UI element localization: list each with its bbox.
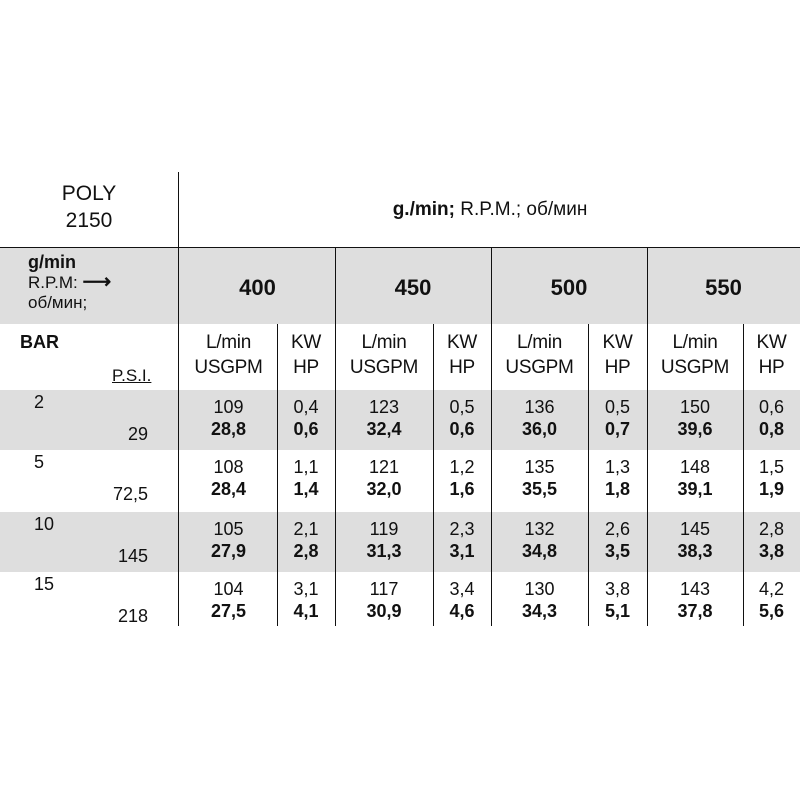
power-cell (743, 518, 800, 562)
unit-hp: HP (449, 357, 475, 378)
divider-vertical-main (178, 172, 179, 626)
unit-usgpm: USGPM (349, 357, 419, 378)
kw-value: 0,4 (293, 397, 319, 417)
usgpm-value: 28,4 (210, 479, 247, 499)
unit-kw: KW (756, 332, 787, 353)
hp-value: 1,8 (604, 479, 631, 499)
power-cell (433, 456, 491, 500)
units-header-gmin: g./min; (392, 199, 455, 220)
kw-value: 3,4 (449, 579, 475, 599)
flow-cell (180, 518, 277, 562)
unit-power-550 (743, 330, 800, 380)
lmin-value: 108 (213, 457, 244, 477)
kw-value: 3,8 (604, 579, 631, 599)
arrow-right-icon: ⟶ (82, 271, 112, 293)
usgpm-value: 31,3 (366, 541, 402, 561)
lmin-value: 119 (369, 519, 399, 539)
bar-value: 2 (34, 392, 45, 412)
psi-value: 29 (127, 424, 148, 444)
usgpm-value: 36,0 (521, 419, 558, 439)
power-cell (433, 578, 491, 622)
hp-value: 1,6 (449, 479, 475, 499)
bar-value: 5 (34, 452, 45, 472)
unit-lmin: L/min (206, 332, 251, 353)
hp-value: 0,6 (449, 419, 475, 439)
divider-sub (588, 324, 589, 626)
usgpm-value: 27,9 (210, 541, 247, 561)
power-cell (588, 578, 647, 622)
flow-cell (647, 578, 743, 622)
speed-400: 400 (239, 275, 276, 300)
lmin-value: 105 (213, 519, 244, 539)
kw-value: 0,6 (758, 397, 785, 417)
psi-value: 72,5 (112, 484, 148, 504)
unit-power-400 (277, 330, 335, 380)
kw-value: 0,5 (604, 397, 631, 417)
divider-horizontal (0, 247, 800, 248)
speed-450: 450 (394, 275, 432, 300)
hp-value: 3,1 (449, 541, 475, 561)
lmin-value: 135 (524, 457, 555, 477)
bar-label: BAR (20, 332, 59, 352)
power-cell (433, 396, 491, 440)
unit-hp: HP (758, 357, 785, 378)
flow-cell (180, 396, 277, 440)
usgpm-value: 34,8 (521, 541, 558, 561)
flow-cell (335, 396, 433, 440)
hp-value: 4,6 (449, 601, 475, 621)
psi-label: P.S.I. (112, 366, 152, 385)
flow-cell (335, 518, 433, 562)
unit-kw: KW (290, 332, 321, 353)
power-cell (277, 456, 335, 500)
unit-lmin: L/min (517, 332, 562, 353)
divider-group (335, 248, 336, 626)
lmin-value: 130 (524, 579, 555, 599)
usgpm-value: 27,5 (210, 601, 247, 621)
hp-value: 5,1 (604, 601, 631, 621)
kw-value: 0,5 (449, 397, 475, 417)
unit-power-500 (588, 330, 647, 380)
power-cell (743, 396, 800, 440)
lmin-value: 123 (368, 397, 400, 417)
hp-value: 1,4 (293, 479, 319, 499)
power-cell (277, 396, 335, 440)
usgpm-value: 32,0 (366, 479, 402, 499)
kw-value: 2,8 (758, 519, 785, 539)
bar-value: 15 (34, 574, 55, 594)
flow-cell (180, 578, 277, 622)
flow-cell (647, 396, 743, 440)
hp-value: 5,6 (758, 601, 785, 621)
corner-obmin: об/мин; (28, 293, 88, 312)
model-name (0, 180, 178, 234)
unit-usgpm: USGPM (194, 357, 263, 378)
kw-value: 3,1 (293, 579, 319, 599)
flow-cell (647, 518, 743, 562)
corner-rpm (28, 272, 178, 293)
kw-value: 4,2 (758, 579, 785, 599)
unit-hp: HP (293, 357, 319, 378)
power-cell (588, 396, 647, 440)
power-cell (743, 456, 800, 500)
flow-cell (647, 456, 743, 500)
lmin-value: 136 (524, 397, 555, 417)
lmin-value: 117 (369, 579, 399, 599)
flow-cell (491, 518, 588, 562)
units-header-rest: R.P.M.; об/мин (460, 199, 588, 220)
usgpm-value: 39,1 (677, 479, 713, 499)
lmin-value: 104 (213, 579, 244, 599)
power-cell (588, 456, 647, 500)
usgpm-value: 39,6 (677, 419, 713, 439)
corner-rpm-label: R.P.M: (28, 273, 78, 292)
usgpm-value: 30,9 (366, 601, 402, 621)
usgpm-value: 32,4 (366, 419, 402, 439)
hp-value: 2,8 (293, 541, 319, 561)
psi-value: 145 (117, 546, 148, 566)
lmin-value: 121 (368, 457, 400, 477)
flow-cell (491, 578, 588, 622)
lmin-value: 109 (213, 397, 244, 417)
power-cell (277, 518, 335, 562)
power-cell (588, 518, 647, 562)
divider-sub (277, 324, 278, 626)
hp-value: 3,5 (604, 541, 631, 561)
hp-value: 1,9 (758, 479, 785, 499)
divider-sub (433, 324, 434, 626)
model-line2: 2150 (65, 209, 113, 232)
unit-lmin: L/min (361, 332, 407, 353)
hp-value: 4,1 (293, 601, 319, 621)
kw-value: 1,1 (293, 457, 319, 477)
lmin-value: 145 (679, 519, 711, 539)
bar-value: 10 (34, 514, 55, 534)
flow-cell (491, 456, 588, 500)
lmin-value: 148 (679, 457, 711, 477)
kw-value: 2,1 (293, 519, 319, 539)
corner-cell (28, 252, 178, 322)
kw-value: 1,2 (449, 457, 475, 477)
hp-value: 3,8 (758, 541, 785, 561)
unit-usgpm: USGPM (660, 357, 730, 378)
flow-cell (335, 578, 433, 622)
kw-value: 2,6 (604, 519, 631, 539)
usgpm-value: 35,5 (521, 479, 558, 499)
flow-cell (491, 396, 588, 440)
kw-value: 1,5 (758, 457, 785, 477)
divider-group (491, 248, 492, 626)
unit-flow-400 (180, 330, 277, 380)
unit-power-450 (433, 330, 491, 380)
power-cell (433, 518, 491, 562)
speed-550: 550 (705, 275, 742, 300)
unit-hp: HP (604, 357, 631, 378)
psi-value: 218 (117, 606, 148, 626)
speed-500: 500 (550, 275, 588, 300)
divider-group (647, 248, 648, 626)
unit-flow-450 (335, 330, 433, 380)
divider-sub (743, 324, 744, 626)
usgpm-value: 28,8 (210, 419, 247, 439)
power-cell (743, 578, 800, 622)
lmin-value: 143 (679, 579, 711, 599)
hp-value: 0,6 (293, 419, 319, 439)
unit-kw: KW (446, 332, 477, 353)
flow-cell (180, 456, 277, 500)
kw-value: 1,3 (604, 457, 631, 477)
flow-cell (335, 456, 433, 500)
unit-kw: KW (602, 332, 633, 353)
units-header (180, 199, 800, 221)
usgpm-value: 34,3 (521, 601, 558, 621)
model-line1: POLY (61, 182, 117, 205)
power-cell (277, 578, 335, 622)
lmin-value: 132 (524, 519, 555, 539)
unit-lmin: L/min (672, 332, 718, 353)
lmin-value: 150 (679, 397, 711, 417)
unit-flow-550 (647, 330, 743, 380)
hp-value: 0,7 (604, 419, 631, 439)
corner-gmin: g/min (28, 252, 76, 272)
hp-value: 0,8 (758, 419, 785, 439)
kw-value: 2,3 (449, 519, 475, 539)
usgpm-value: 38,3 (677, 541, 713, 561)
unit-usgpm: USGPM (505, 357, 574, 378)
unit-flow-500 (491, 330, 588, 380)
usgpm-value: 37,8 (677, 601, 713, 621)
